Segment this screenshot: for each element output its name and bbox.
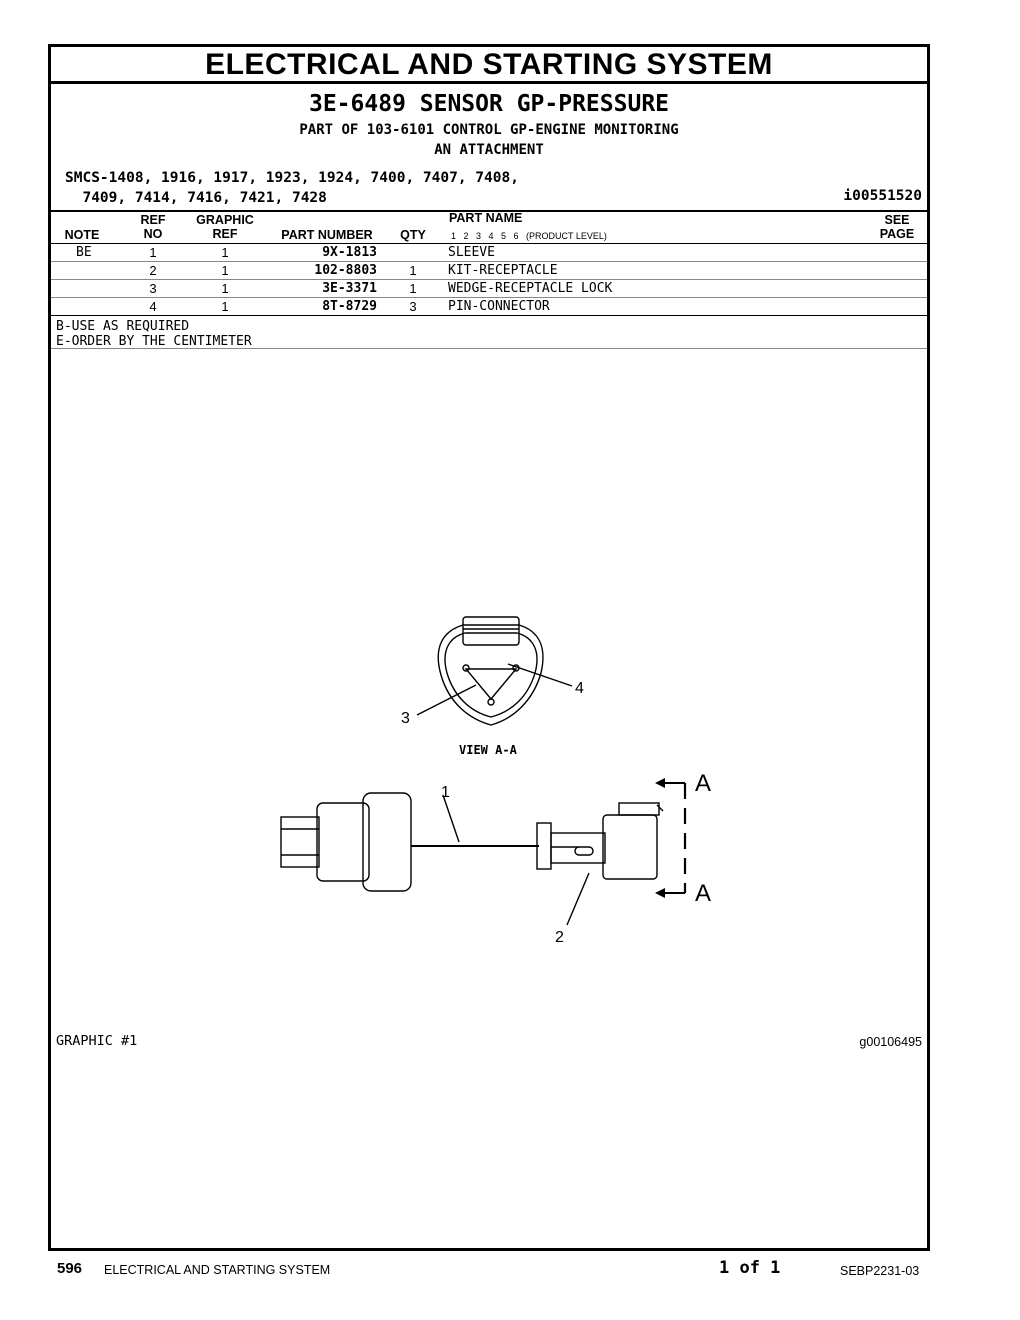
section-title: ELECTRICAL AND STARTING SYSTEM: [51, 47, 927, 84]
attachment-line: AN ATTACHMENT: [434, 142, 544, 158]
parts-illustration: [51, 47, 927, 1197]
part-of-line: PART OF 103-6101 CONTROL GP-ENGINE MONITORING: [299, 122, 679, 138]
row-graphic-ref: 1: [221, 245, 229, 260]
row-part-number: 9X-1813: [322, 245, 377, 260]
row-part-name: PIN-CONNECTOR: [448, 299, 550, 314]
col-ref-no: REF NO: [140, 213, 166, 241]
smcs-line-2: 7409, 7414, 7416, 7421, 7428: [65, 190, 327, 206]
row-part-name: WEDGE-RECEPTACLE LOCK: [448, 281, 613, 296]
row-qty: 1: [409, 281, 417, 296]
row-ref-no: 1: [149, 245, 157, 260]
section-label-bottom: A: [695, 880, 712, 907]
col-qty: QTY: [400, 228, 426, 242]
pressure-sensor: [281, 793, 539, 891]
callout-1: 1: [441, 784, 450, 801]
view-label: VIEW A-A: [459, 743, 517, 757]
col-part-number: PART NUMBER: [281, 228, 373, 242]
row-part-number: 8T-8729: [322, 299, 377, 314]
col-see-page: SEE PAGE: [879, 213, 915, 241]
graphic-label: GRAPHIC #1: [56, 1033, 138, 1049]
row-part-number: 102-8803: [314, 263, 377, 278]
page-of: 1 of 1: [719, 1258, 781, 1278]
row-graphic-ref: 1: [221, 281, 229, 296]
document-id: SEBP2231-03: [840, 1264, 920, 1278]
page-number: 596: [57, 1260, 83, 1277]
row-ref-no: 2: [149, 263, 157, 278]
receptacle-connector: [537, 803, 663, 879]
callout-3: 3: [401, 710, 410, 727]
page-frame: [48, 44, 930, 1251]
col-part-name: PART NAME: [449, 211, 523, 225]
col-note: NOTE: [64, 228, 100, 242]
section-label-top: A: [695, 770, 712, 797]
row-note: BE: [76, 245, 92, 260]
smcs-line-1: SMCS-1408, 1916, 1917, 1923, 1924, 7400, 7407, 7408,: [65, 170, 519, 186]
row-part-name: KIT-RECEPTACLE: [448, 263, 558, 278]
note-e: E-ORDER BY THE CENTIMETER: [56, 334, 252, 349]
row-ref-no: 3: [149, 281, 157, 296]
leader-2: [567, 873, 589, 925]
graphic-id: g00106495: [859, 1035, 922, 1049]
illustration-id: i00551520: [843, 188, 922, 204]
footer-section: ELECTRICAL AND STARTING SYSTEM: [104, 1263, 331, 1277]
callout-4: 4: [575, 680, 584, 697]
row-graphic-ref: 1: [221, 263, 229, 278]
row-part-name: SLEEVE: [448, 245, 495, 260]
note-b: B-USE AS REQUIRED: [56, 319, 190, 334]
leader-1: [443, 795, 459, 842]
row-qty: 3: [409, 299, 417, 314]
leader-4: [508, 664, 572, 686]
group-title: 3E-6489 SENSOR GP-PRESSURE: [308, 91, 670, 117]
callout-2: 2: [555, 929, 564, 946]
product-levels: 1 2 3 4 5 6 (PRODUCT LEVEL): [451, 231, 607, 241]
section-marker: [661, 783, 685, 893]
row-part-number: 3E-3371: [322, 281, 377, 296]
row-ref-no: 4: [149, 299, 157, 314]
col-graphic-ref: GRAPHIC REF: [196, 213, 254, 241]
row-graphic-ref: 1: [221, 299, 229, 314]
row-qty: 1: [409, 263, 417, 278]
